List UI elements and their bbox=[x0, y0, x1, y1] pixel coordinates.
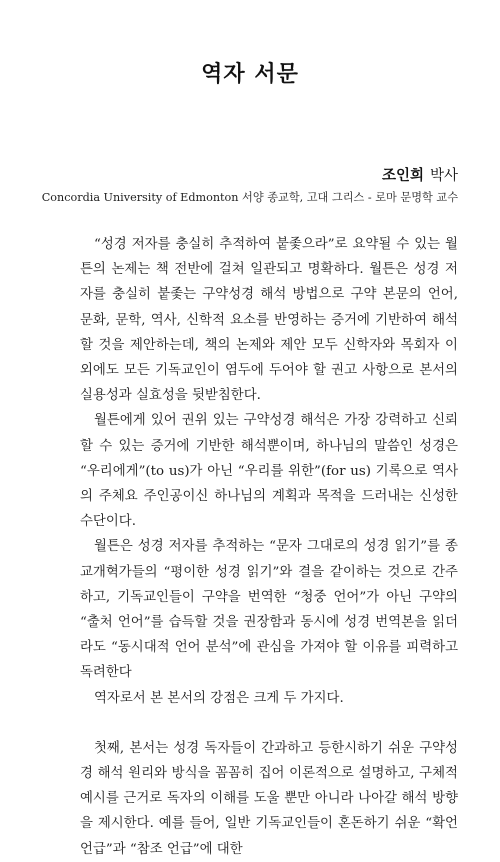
author-role: 박사 bbox=[429, 168, 458, 184]
page-title: 역자 서문 bbox=[201, 61, 299, 87]
paragraph: “성경 저자를 충실히 추적하여 붙좇으라”로 요약될 수 있는 월튼의 논제는 책 전반에 걸쳐 일관되고 명확하다. 월튼은 성경 저자를 충실히 붙좇는 구약성경 해석 방법으로 구약 본문의 언어, 문화, 문학, 역사, 신학적 요소를 반영하는 증거에 기반하여 해석할 것을 제안하는데, 책의 논제와 제안 모두 신학자와 목회자 이외에도 모든 기독교인이 염두에 두어야 할 권고 사항으로 본서의 실용성과 실효성을 뒷받침한다. bbox=[80, 237, 458, 404]
author-line bbox=[382, 164, 458, 185]
author-affiliation: Concordia University of Edmonton 서양 종교학, 고대 그리스 - 로마 문명학 교수 bbox=[41, 191, 458, 204]
author-name: 조인희 bbox=[381, 167, 424, 184]
preface-body bbox=[80, 232, 458, 862]
paragraph: 첫째, 본서는 성경 독자들이 간과하고 등한시하기 쉬운 구약성경 해석 원리와 방식을 꼼꼼히 집어 이론적으로 설명하고, 구체적 예시를 근거로 독자의 이해를 도울 뿐만 아니라 나아갈 해석 방향을 제시한다. 예를 들어, 일반 기독교인들이 혼돈하기 쉬운 “확언 언급”과 “참조 언급”에 대한 bbox=[80, 740, 458, 857]
paragraph: 월튼은 성경 저자를 추적하는 “문자 그대로의 성경 읽기”를 종교개혁가들의 “평이한 성경 읽기”와 결을 같이하는 것으로 간주하고, 기독교인들이 구약을 번역한 “청중 언어”가 아닌 구약의 “출처 언어”를 습득할 것을 권장함과 동시에 성경 번역본을 읽더라도 “동시대적 언어 분석”에 관심을 가져야 할 이유를 피력하고 독려한다 bbox=[80, 539, 458, 681]
paragraph: 월튼에게 있어 권위 있는 구약성경 해석은 가장 강력하고 신뢰할 수 있는 증거에 기반한 해석뿐이며, 하나님의 말씀인 성경은 “우리에게”(to us)가 아닌 “우리를 위한”(for us) 기록으로 역사의 주체요 주인공이신 하나님의 계획과 목적을 드러내는 신성한 수단이다. bbox=[80, 413, 458, 530]
paragraph: 역자로서 본 본서의 강점은 크게 두 가지다. bbox=[94, 690, 344, 706]
